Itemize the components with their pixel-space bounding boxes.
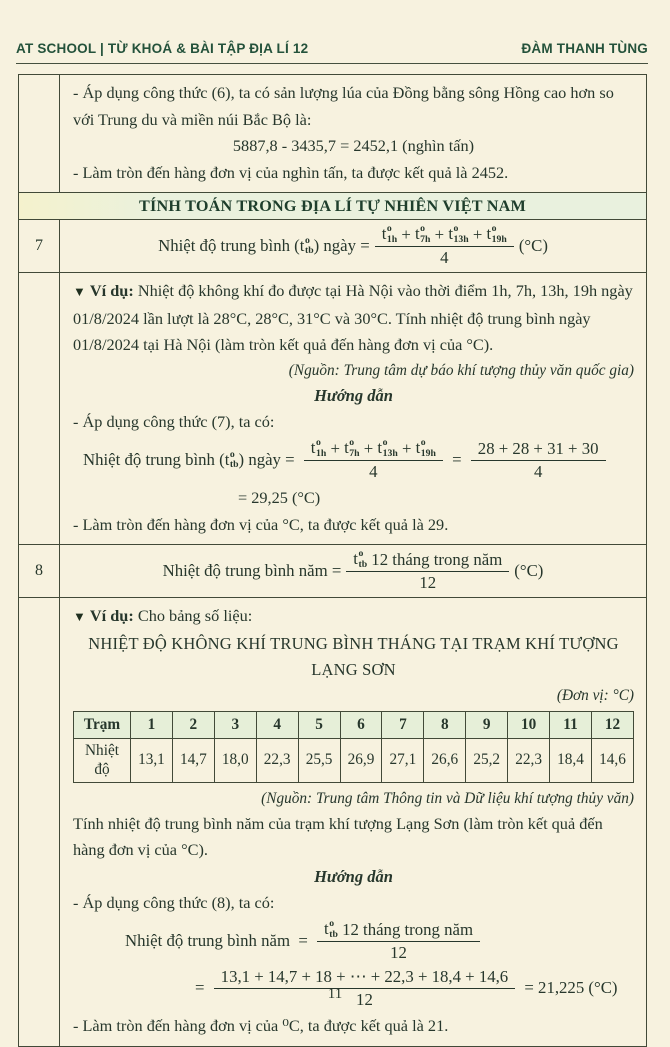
example-7-step1: - Áp dụng công thức (7), ta có: [73,411,275,431]
row-number-8: 8 [19,545,60,597]
month-header-cell: 12 [591,711,633,738]
row-formula-8 [19,544,646,597]
formula-8-solution-line1: Nhiệt độ trung bình năm = t o tb 12 tháng trong năm 12 [73,919,634,963]
page-number: 11 [327,986,343,1002]
formula-7-solution: Nhiệt độ trung bình ( t o tb ) ngày = t o 1h + t o 7h + t o 13h + t o 19h 4 = $\frac{28 + 28 + 31 + 30}{4}$ [73,438,634,482]
worksheet-table [18,74,647,1047]
month-table-corner-header: Trạm [74,711,131,738]
temperature-value-cell: 13,1 [131,738,173,782]
prev-answer-line2: - Làm tròn đến hàng đơn vị của nghìn tấn, ta được kết quả là 2452. [73,162,509,182]
temperature-value-cell: 25,5 [298,738,340,782]
fraction: t o 1h + t o 7h + t o 13h + t o 19h 4 [375,224,514,268]
formula-7: Nhiệt độ trung bình ( t o tb ) ngày = t o 1h + t o 7h + t o 13h + t o 19h 4 (°C) [158,223,548,267]
month-table-wrap [73,711,634,783]
example-8-round: - Làm tròn đến hàng đơn vị của ⁰C, ta được kết quả là 21. [73,1016,449,1035]
t-variable: t o tb [324,918,338,940]
month-table-head-row [74,711,634,738]
row-example-8 [19,597,646,1046]
prev-answer-line1: - Áp dụng công thức (6), ta có sản lượng lúa của Đồng bằng sông Hồng cao hơn so với Trung du và miền núi Bắc Bộ là: [73,83,614,129]
month-table-body-row [74,738,634,782]
example-8-statement [73,603,634,631]
month-table-row-label: Nhiệt độ [74,738,131,782]
row-example-7 [19,272,646,544]
row-formula-7 [19,219,646,272]
t-variable: t o 1h [310,437,327,459]
row-prev-answer [19,75,646,192]
example-8-question: Tính nhiệt độ trung bình năm của trạm khí tượng Lạng Sơn (làm tròn kết quả đến hàng đơn vị của °C). [73,813,603,859]
t-variable: t o tb [224,448,239,470]
example-7-result: = 29,25 (°C) [238,488,321,507]
example-7-statement [73,278,634,359]
temperature-value-cell: 14,7 [172,738,214,782]
section-header-row [19,192,646,219]
example-7-source: (Nguồn: Trung tâm dự báo khí tượng thủy văn quốc gia) [288,361,634,379]
t-variable: t o 19h [486,223,507,245]
example-8-content [60,598,646,1046]
example-8-guide-heading: Hướng dẫn [314,866,393,886]
month-header-cell: 11 [550,711,592,738]
formula-8-solution-line2: = $\frac{13,1 + 14,7 + 18 + \cdots + 22,3 + 18,4 + 14,6}{12}$ = 21,225 (°C) [195,967,618,1009]
temperature-value-cell: 26,9 [340,738,382,782]
fraction: t o tb 12 tháng trong năm 12 [346,549,509,593]
month-table [73,711,634,783]
fraction: $\frac{13,1 + 14,7 + 18 + \cdots + 22,3 + 18,4 + 14,6}{12}$ [214,966,516,1010]
row-number-7: 7 [19,220,60,272]
fraction: $\frac{28 + 28 + 31 + 30}{4}$ [471,438,606,482]
header-author-right: ĐÀM THANH TÙNG [521,41,648,56]
temperature-value-cell: 22,3 [508,738,550,782]
example-8-source: (Nguồn: Trung tâm Thông tin và Dữ liệu khí tượng thủy văn) [261,789,634,807]
prev-answer-equation: 5887,8 - 3435,7 = 2452,1 (nghìn tấn) [232,136,475,155]
t-variable: t o 13h [377,437,398,459]
t-variable: t o tb [353,548,368,570]
row-number-cell-empty [19,75,60,192]
prev-answer-content [60,75,646,192]
temperature-value-cell: 26,6 [424,738,466,782]
month-header-cell: 8 [424,711,466,738]
fraction: t o tb 12 tháng trong năm 12 [317,919,480,963]
month-header-cell: 7 [382,711,424,738]
section-title: TÍNH TOÁN TRONG ĐỊA LÍ TỰ NHIÊN VIỆT NAM [139,197,526,215]
example-label: Ví dụ: [89,606,134,625]
temperature-value-cell: 25,2 [466,738,508,782]
t-variable: t o tb [299,234,314,256]
header-title-left: AT SCHOOL | TỪ KHOÁ & BÀI TẬP ĐỊA LÍ 12 [16,41,309,56]
temperature-value-cell: 22,3 [256,738,298,782]
temperature-value-cell: 27,1 [382,738,424,782]
unit-note: (Đơn vị: °C) [556,686,634,704]
t-variable: t o 7h [344,437,360,459]
temperature-value-cell: 18,0 [214,738,256,782]
example-7-round: - Làm tròn đến hàng đơn vị của °C, ta được kết quả là 29. [73,514,449,534]
triangle-marker-icon: ▼ [73,609,86,624]
example-label: Ví dụ: [89,281,134,300]
fraction: t o 1h + t o 7h + t o 13h + t o 19h 4 [304,438,443,482]
example-8-text: Cho bảng số liệu: [137,606,253,625]
t-variable: t o 13h [448,223,469,245]
temperature-value-cell: 14,6 [591,738,633,782]
temperature-value-cell: 18,4 [550,738,592,782]
data-table-title: NHIỆT ĐỘ KHÔNG KHÍ TRUNG BÌNH THÁNG TẠI TRẠM KHÍ TƯỢNG LẠNG SƠN [88,633,619,679]
row-number-cell-empty [19,273,60,544]
month-header-cell: 6 [340,711,382,738]
t-variable: t o 7h [415,223,431,245]
month-header-cell: 10 [508,711,550,738]
month-header-cell: 5 [298,711,340,738]
t-variable: t o 1h [381,223,398,245]
running-header [16,41,648,64]
month-header-cell: 9 [466,711,508,738]
month-header-cell: 1 [131,711,173,738]
example-7-content [60,273,646,544]
triangle-marker-icon: ▼ [73,284,86,299]
month-header-cell: 4 [256,711,298,738]
row-number-cell-empty [19,598,60,1046]
example-8-step1: - Áp dụng công thức (8), ta có: [73,892,275,912]
t-variable: t o 19h [415,437,436,459]
month-header-cell: 3 [214,711,256,738]
formula-8: Nhiệt độ trung bình năm = t o tb 12 tháng trong năm 12 (°C) [162,548,544,592]
example-7-text: Nhiệt độ không khí đo được tại Hà Nội vào thời điểm 1h, 7h, 13h, 19h ngày 01/8/2024 lần lượt là 28°C, 28°C, 31°C và 30°C. Tính nhiệt độ trung bình ngày 01/8/2024 tại Hà Nội (làm tròn kết quả đến hàng đơn vị của °C). [73,281,633,354]
month-header-cell: 2 [172,711,214,738]
example-7-guide-heading: Hướng dẫn [314,385,393,405]
